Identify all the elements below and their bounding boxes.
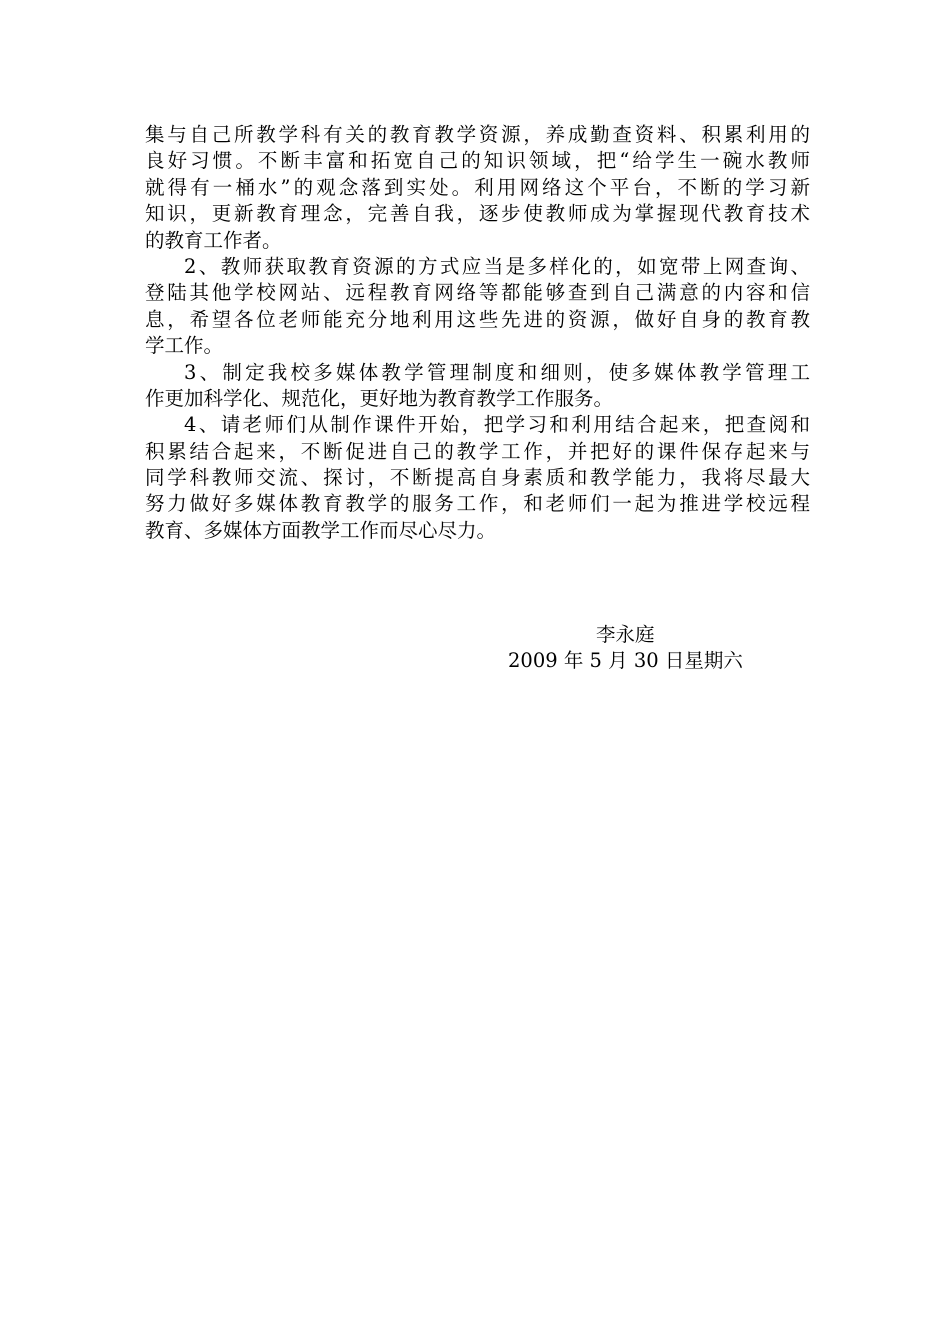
- paragraph-3-first-line: 3、制定我校多媒体教学管理制度和细则，使多媒体教学管理工: [184, 360, 810, 384]
- signature-date: 2009 年 5 月 30 日星期六: [508, 649, 743, 672]
- body-line: 息，希望各位老师能充分地利用这些先进的资源，做好自身的教育教: [145, 307, 810, 331]
- body-line: 学工作。: [145, 334, 224, 358]
- body-line: 积累结合起来，不断促进自己的教学工作，并把好的课件保存起来与: [145, 439, 810, 463]
- body-line: 登陆其他学校网站、远程教育网络等都能够查到自己满意的内容和信: [145, 281, 810, 305]
- body-line: 良好习惯。不断丰富和拓宽自己的知识领域，把“给学生一碗水教师: [145, 149, 810, 173]
- body-line: 作更加科学化、规范化，更好地为教育教学工作服务。: [145, 386, 614, 410]
- paragraph-4-first-line: 4、请老师们从制作课件开始，把学习和利用结合起来，把查阅和: [184, 413, 810, 437]
- paragraph-2-first-line: 2、教师获取教育资源的方式应当是多样化的，如宽带上网查询、: [184, 254, 810, 278]
- body-line: 教育、多媒体方面教学工作而尽心尽力。: [145, 518, 497, 542]
- body-line: 同学科教师交流、探讨，不断提高自身素质和教学能力，我将尽最大: [145, 466, 810, 490]
- body-line: 知识，更新教育理念，完善自我，逐步使教师成为掌握现代教育技术: [145, 202, 810, 226]
- body-line: 集与自己所教学科有关的教育教学资源，养成勤查资料、积累利用的: [145, 123, 810, 146]
- body-line: 就得有一桶水”的观念落到实处。利用网络这个平台，不断的学习新: [145, 175, 810, 199]
- signature-name: 李永庭: [596, 623, 655, 646]
- body-line: 的教育工作者。: [145, 228, 282, 252]
- document-body: [145, 122, 810, 544]
- body-line: 努力做好多媒体教育教学的服务工作，和老师们一起为推进学校远程: [145, 492, 810, 516]
